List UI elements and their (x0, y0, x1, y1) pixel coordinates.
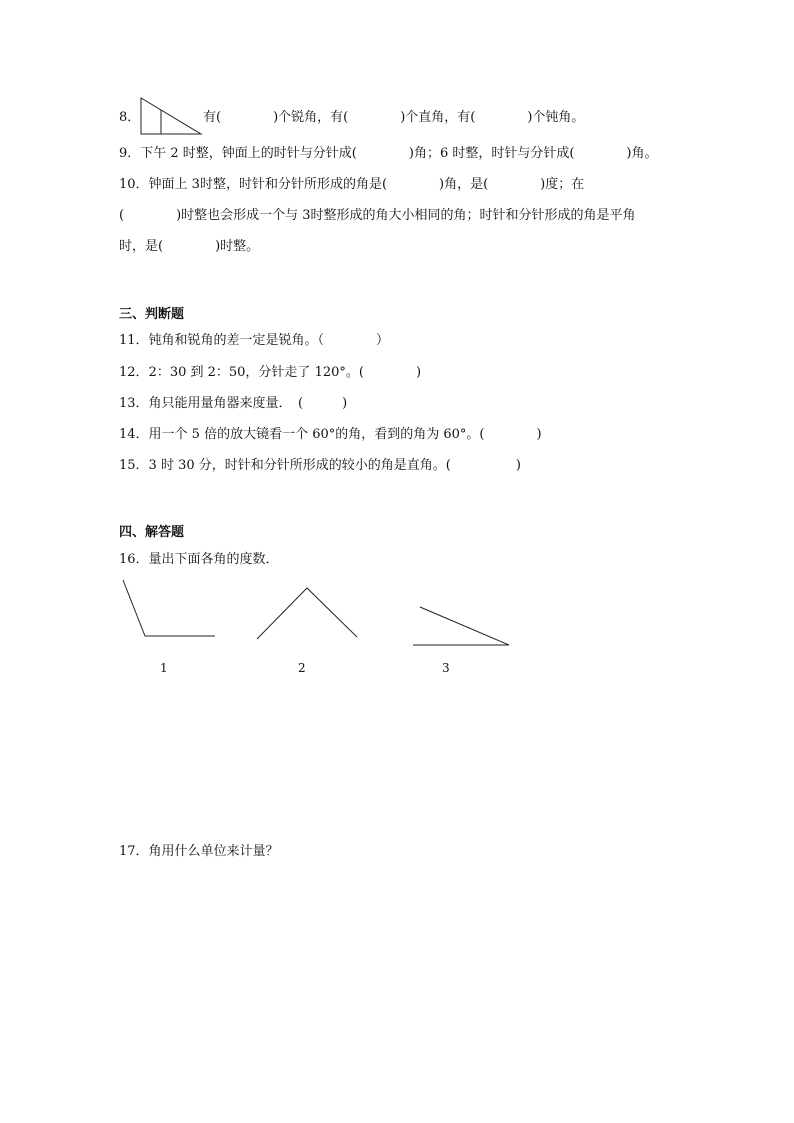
question-16: 16．量出下面各角的度数． (119, 552, 279, 567)
question-15: 15．3 时 30 分，时针和分针所形成的较小的角是直角。( ) (119, 458, 521, 473)
angle-3 (413, 607, 509, 645)
question-11: 11．钝角和锐角的差一定是锐角。（ ） (119, 333, 390, 348)
question-12: 12．2：30 到 2：50，分针走了 120°。( ) (119, 365, 422, 380)
question-10-line-2: ( )时整也会形成一个与 3时整形成的角大小相同的角；时针和分针形成的角是平角 (119, 208, 636, 223)
question-13: 13．角只能用量角器来度量． ( ) (119, 396, 348, 411)
question-9: 9．下午 2 时整，钟面上的时针与分针成( )角；6 时整，时针与分针成( )角。 (119, 146, 658, 161)
angle-2 (257, 588, 357, 639)
angle-1 (123, 580, 215, 636)
q8-triangle-figure (139, 96, 203, 136)
question-8-number: 8． (119, 110, 141, 125)
question-14: 14．用一个 5 倍的放大镜看一个 60°的角，看到的角为 60°。( ) (119, 427, 542, 442)
angle-3-label: 3 (442, 661, 450, 675)
question-17: 17．角用什么单位来计量？ (119, 844, 279, 859)
angle-1-label: 1 (160, 661, 168, 675)
q16-angles-figure (115, 575, 525, 655)
angle-2-label: 2 (298, 661, 306, 675)
question-10-line-3: 时，是( )时整。 (119, 239, 260, 254)
section-3-title: 三、判断题 (119, 307, 185, 322)
section-4-title: 四、解答题 (119, 525, 185, 540)
question-10-line-1: 10．钟面上 3时整，时针和分针所形成的角是( )角，是( )度；在 (119, 177, 585, 192)
triangle-outline (141, 98, 201, 134)
question-8-text: 有( )个锐角，有( )个直角，有( )个钝角。 (203, 110, 585, 125)
